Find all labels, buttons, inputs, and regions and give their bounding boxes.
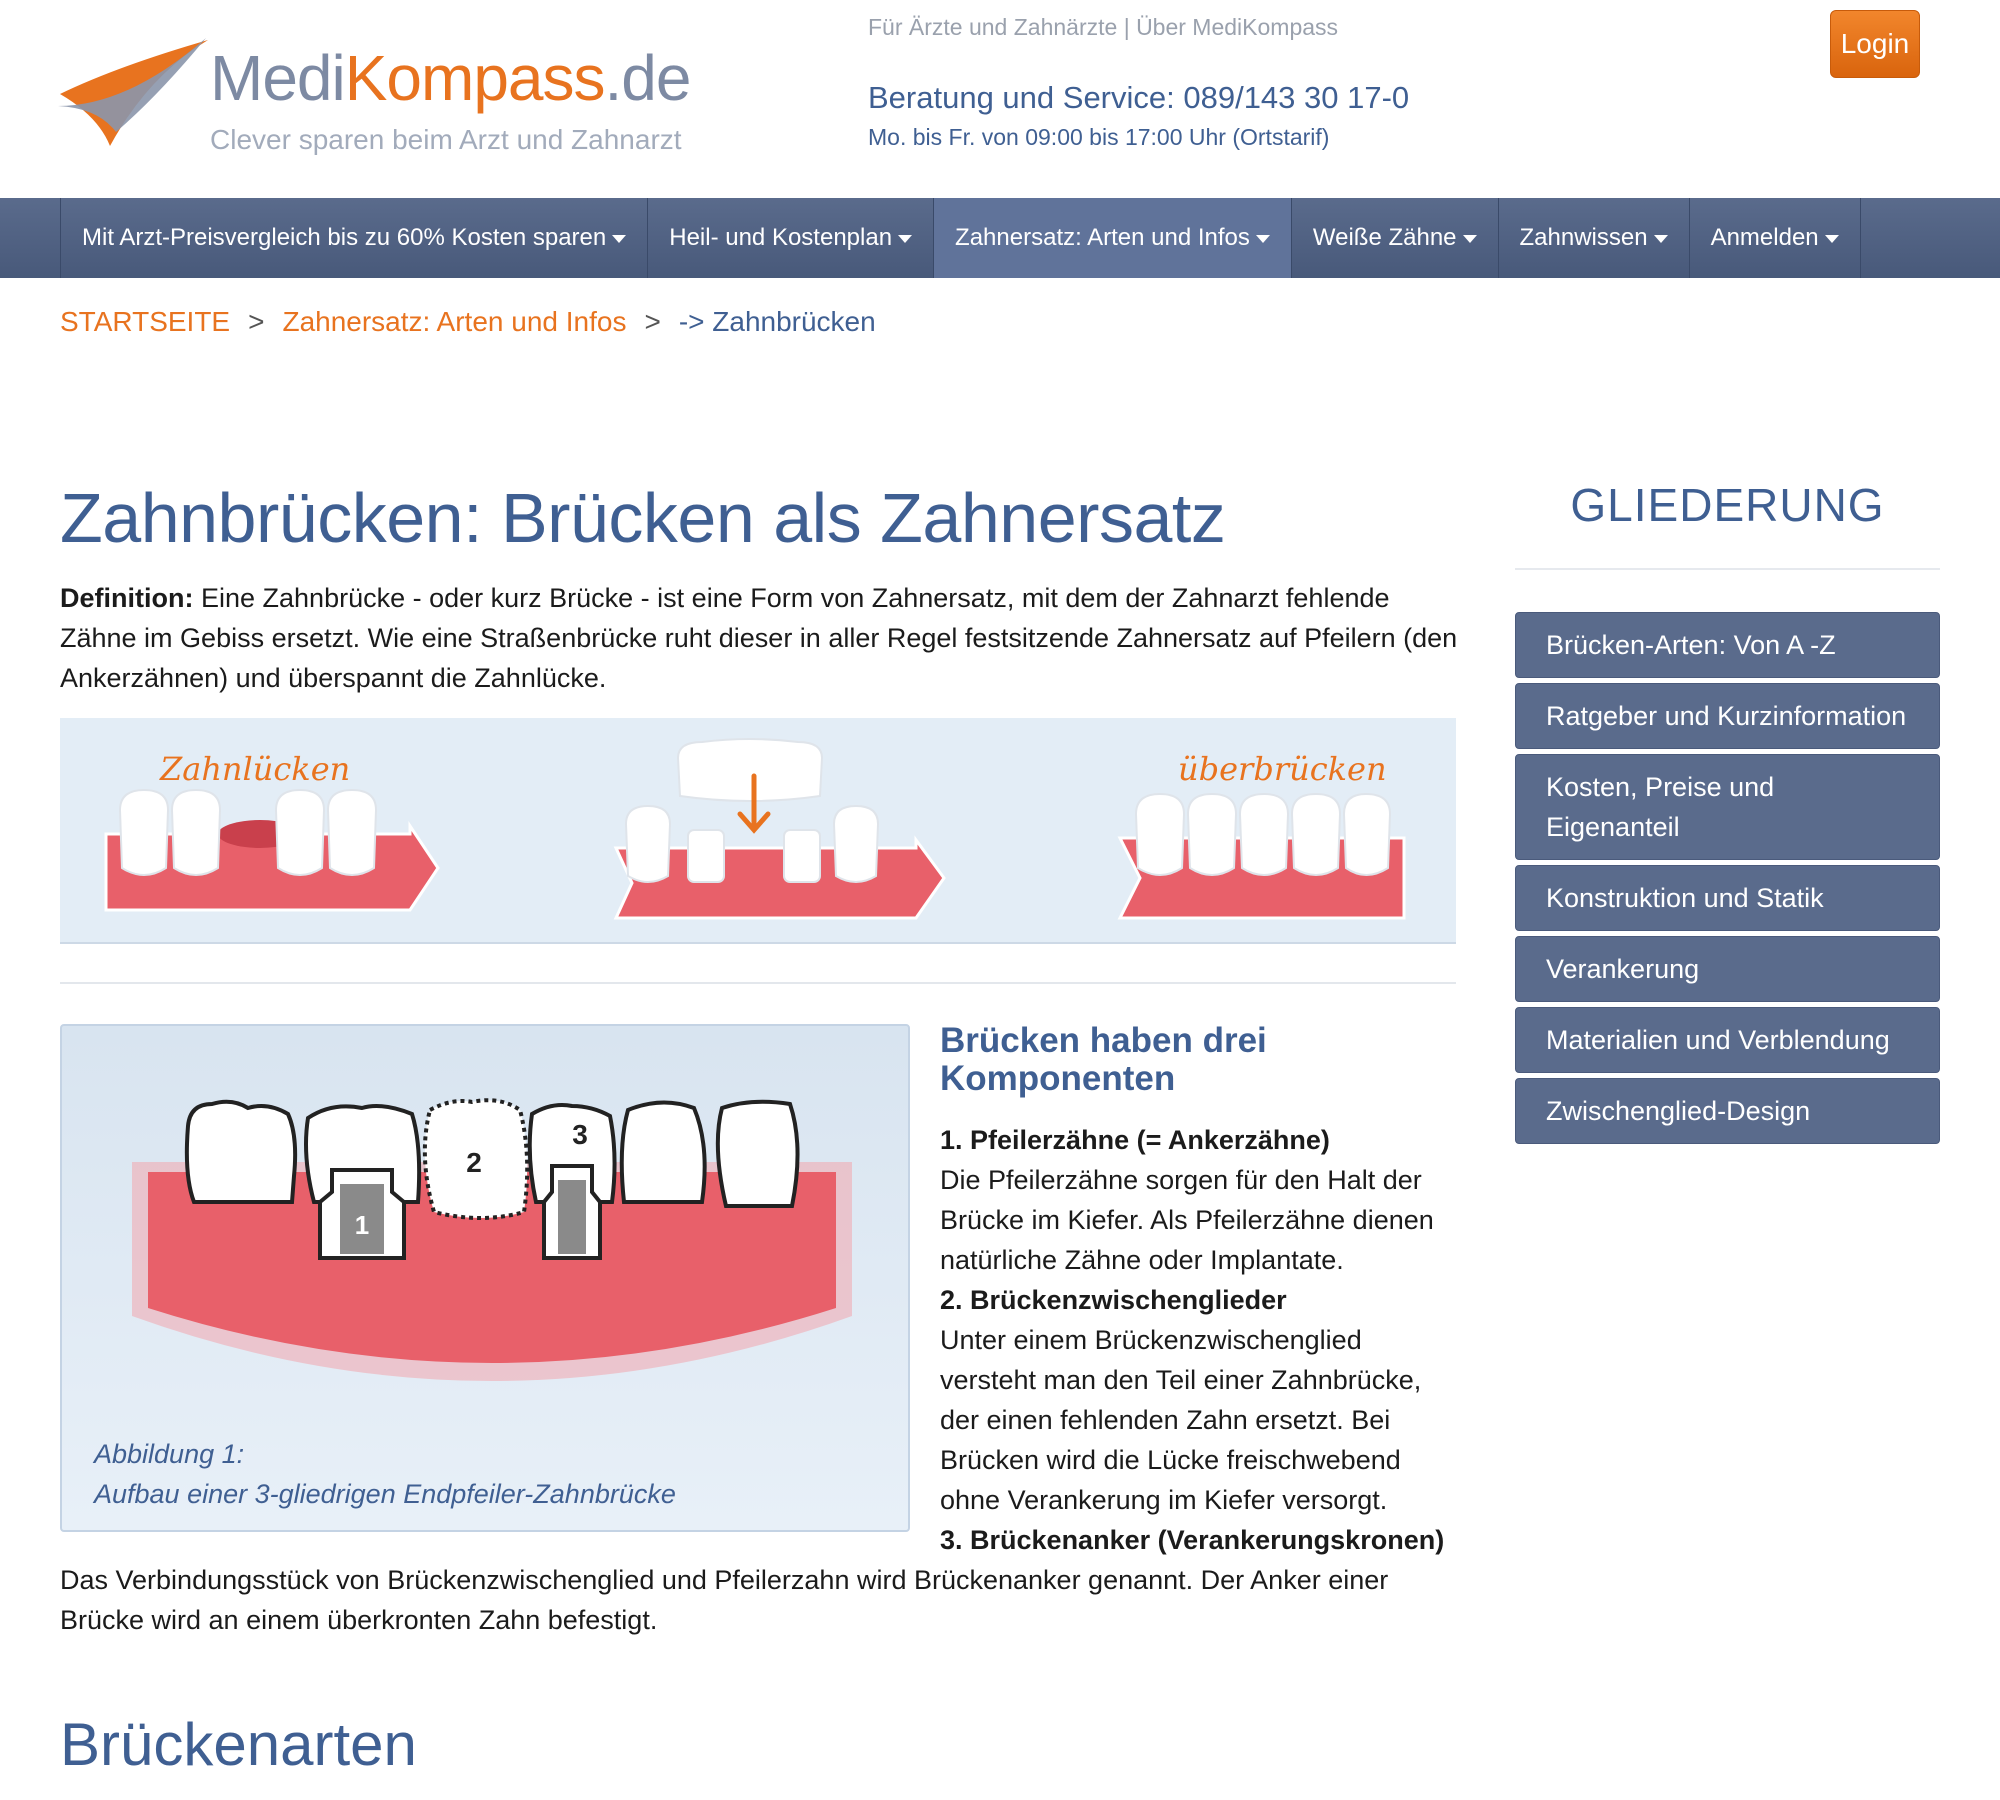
- nav-item-heil-kostenplan[interactable]: [648, 198, 934, 278]
- top-links-separator: |: [1123, 14, 1130, 40]
- figure-bridge-structure: [60, 1024, 910, 1532]
- caret-down-icon: [1463, 235, 1477, 243]
- figure-caption-label: Abbildung 1:: [94, 1439, 245, 1469]
- main-nav: [0, 198, 2000, 278]
- sidebar-title: GLIEDERUNG: [1570, 479, 1885, 531]
- intro-label: Definition:: [60, 583, 194, 613]
- nav-item-weisse-zaehne[interactable]: [1292, 198, 1499, 278]
- section-divider: [60, 982, 1456, 984]
- intro-text: Eine Zahnbrücke - oder kurz Brücke - ist eine Form von Zahnersatz, mit dem der Zahnarzt fehlende Zähne im Gebiss ersetzt. Wie eine Straßenbrücke ruht dieser in aller Regel festsitzende Zahnersatz auf Pfeilern (den Ankerzähnen) und überspannt die Zahnlücke.: [60, 583, 1458, 693]
- caret-down-icon: [1256, 235, 1270, 243]
- banner-label-right: überbrücken: [1178, 750, 1387, 788]
- service-phone: Beratung und Service: 089/143 30 17-0: [868, 80, 1410, 115]
- caret-down-icon: [898, 235, 912, 243]
- breadcrumb-separator: >: [248, 306, 265, 337]
- nav-item-anmelden[interactable]: [1690, 198, 1861, 278]
- nav-item-zahnwissen[interactable]: [1499, 198, 1690, 278]
- nav-item-label: Mit Arzt-Preisvergleich bis zu 60% Kosten sparen: [82, 224, 607, 251]
- bridge-structure-illustration: [62, 1026, 908, 1426]
- logo-wordmark: [210, 42, 691, 114]
- site-header: [0, 0, 2000, 198]
- toc-item-kosten[interactable]: Kosten, Preise und Eigenanteil: [1515, 754, 1940, 860]
- nav-item-label: Heil- und Kostenplan: [669, 224, 893, 251]
- component-heading: 1. Pfeilerzähne (= Ankerzähne): [940, 1125, 1330, 1155]
- sidebar-toc: [1515, 612, 1940, 1149]
- logo-part-medi: Medi: [210, 42, 345, 114]
- page-title: Zahnbrücken: Brücken als Zahnersatz: [60, 479, 1226, 557]
- figure-number-1: 1: [354, 1210, 370, 1240]
- components-list: [940, 1120, 1460, 1560]
- login-button[interactable]: Login: [1830, 10, 1920, 78]
- link-for-doctors[interactable]: Für Ärzte und Zahnärzte: [868, 14, 1118, 40]
- figure-number-3: 3: [572, 1119, 588, 1150]
- figure-caption-text: Aufbau einer 3-gliedrigen Endpfeiler-Zahnbrücke: [94, 1479, 676, 1509]
- bridge-banner-image: [60, 718, 1456, 944]
- top-links: [868, 14, 1338, 41]
- toc-item-konstruktion[interactable]: Konstruktion und Statik: [1515, 865, 1940, 931]
- toc-item-ratgeber[interactable]: Ratgeber und Kurzinformation: [1515, 683, 1940, 749]
- service-hours: Mo. bis Fr. von 09:00 bis 17:00 Uhr (Ortstarif): [868, 124, 1330, 150]
- component-heading: 3. Brückenanker (Verankerungskronen): [940, 1525, 1445, 1555]
- bridge-steps-illustration: [60, 718, 1456, 942]
- logo-claim: Clever sparen beim Arzt und Zahnarzt: [210, 124, 682, 155]
- breadcrumb: [60, 306, 876, 338]
- banner-label-left: Zahnlücken: [160, 750, 351, 788]
- toc-item-brueckenarten[interactable]: Brücken-Arten: Von A -Z: [1515, 612, 1940, 678]
- breadcrumb-parent[interactable]: Zahnersatz: Arten und Infos: [282, 306, 627, 337]
- logo-part-kompass: Kompass: [344, 42, 605, 114]
- figure-caption: [94, 1434, 676, 1514]
- toc-item-materialien[interactable]: Materialien und Verblendung: [1515, 1007, 1940, 1073]
- logo-part-tld: .de: [604, 42, 691, 114]
- caret-down-icon: [1654, 235, 1668, 243]
- component-heading: 2. Brückenzwischenglieder: [940, 1285, 1287, 1315]
- toc-item-zwischenglied[interactable]: Zwischenglied-Design: [1515, 1078, 1940, 1144]
- breadcrumb-home[interactable]: STARTSEITE: [60, 306, 231, 337]
- nav-item-label: Zahnwissen: [1519, 224, 1648, 251]
- figure-number-2: 2: [466, 1147, 482, 1178]
- breadcrumb-current: -> Zahnbrücken: [678, 306, 876, 337]
- intro-paragraph: [60, 578, 1460, 698]
- sidebar-divider: [1515, 568, 1940, 570]
- section-title-brueckenarten: Brückenarten: [60, 1711, 417, 1778]
- logo-swoosh-icon: [58, 36, 218, 156]
- link-about[interactable]: Über MediKompass: [1136, 14, 1339, 40]
- nav-item-label: Anmelden: [1710, 224, 1819, 251]
- nav-item-zahnersatz[interactable]: [934, 198, 1292, 278]
- component-text: Unter einem Brückenzwischenglied versteht man den Teil einer Zahnbrücke, der einen fehlenden Zahn ersetzt. Bei Brücken wird die Lücke freischwebend ohne Verankerung im Kiefer versorgt.: [940, 1325, 1422, 1515]
- nav-item-label: Zahnersatz: Arten und Infos: [955, 224, 1250, 251]
- toc-item-verankerung[interactable]: Verankerung: [1515, 936, 1940, 1002]
- component-text: Die Pfeilerzähne sorgen für den Halt der Brücke im Kiefer. Als Pfeilerzähne dienen natürliche Zähne oder Implantate.: [940, 1165, 1434, 1275]
- breadcrumb-separator: >: [644, 306, 661, 337]
- anchor-paragraph: Das Verbindungsstück von Brückenzwischenglied und Pfeilerzahn wird Brückenanker genannt. Der Anker einer Brücke wird an einem überkronten Zahn befestigt.: [60, 1565, 1389, 1635]
- nav-item-label: Weiße Zähne: [1312, 224, 1457, 251]
- caret-down-icon: [1825, 235, 1839, 243]
- caret-down-icon: [612, 235, 626, 243]
- nav-item-preisvergleich[interactable]: [61, 198, 648, 278]
- site-logo[interactable]: [58, 36, 698, 166]
- components-title: Brücken haben drei Komponenten: [940, 1021, 1267, 1098]
